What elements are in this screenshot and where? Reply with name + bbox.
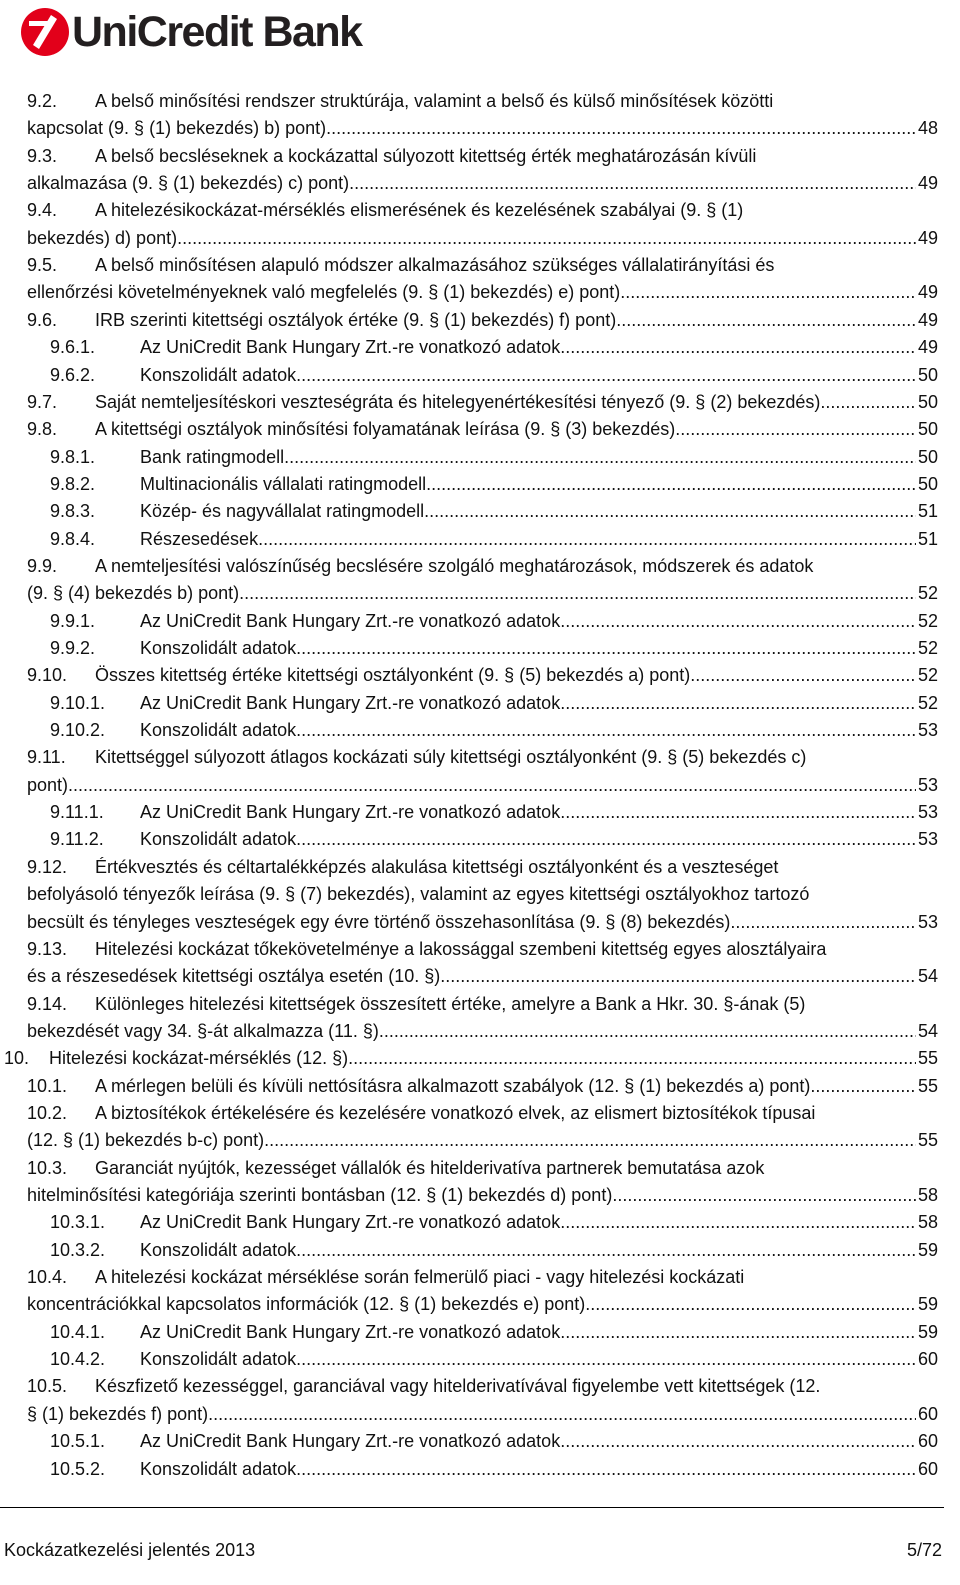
- toc-entry-title: Konszolidált adatok: [140, 829, 297, 850]
- toc-entry-title: Az UniCredit Bank Hungary Zrt.-re vonatkozó adatok: [140, 802, 561, 823]
- toc-page-number: 52: [917, 610, 938, 631]
- toc-entry-title: ellenőrzési követelményeknek való megfelelés (9. § (1) bekezdés) e) pont): [27, 282, 621, 303]
- toc-page-number: 51: [917, 528, 938, 549]
- toc-entry-line[interactable]: [0, 1209, 960, 1236]
- toc-entry-line[interactable]: [0, 252, 960, 279]
- toc-entry-title: (9. § (4) bekezdés b) pont): [27, 583, 240, 604]
- dot-leader: [258, 526, 916, 553]
- toc-entry-line[interactable]: [0, 88, 960, 115]
- dot-leader: [177, 225, 916, 252]
- toc-page-number: 53: [917, 911, 938, 932]
- toc-entry-title: Konszolidált adatok: [140, 364, 297, 385]
- toc-entry-number: 9.9.1.: [50, 610, 96, 631]
- toc-page-number: 48: [917, 118, 938, 139]
- toc-entry-number: 9.6.: [27, 309, 58, 330]
- toc-entry-number: 10.5.: [27, 1376, 68, 1397]
- logo-text: UniCredit Bank: [72, 8, 362, 56]
- dot-leader: [585, 1291, 916, 1318]
- toc-entry-title: Különleges hitelezési kitettségek összesített értéke, amelyre a Bank a Hkr. 30. §-ának (5): [95, 993, 806, 1014]
- toc-entry-line[interactable]: [0, 444, 960, 471]
- toc-entry-number: 9.13.: [27, 938, 68, 959]
- dot-leader: [426, 471, 916, 498]
- dot-leader: [675, 416, 916, 443]
- dot-leader: [296, 362, 916, 389]
- toc-page-number: 49: [917, 227, 938, 248]
- dot-leader: [208, 1401, 916, 1428]
- toc-entry-number: 10.3.: [27, 1157, 68, 1178]
- toc-page-number: 59: [917, 1321, 938, 1342]
- toc-entry-number: 9.8.: [27, 419, 58, 440]
- toc-entry-number: 10.2.: [27, 1102, 68, 1123]
- dot-leader: [68, 772, 916, 799]
- toc-page-number: 53: [917, 774, 938, 795]
- toc-entry-title: Közép- és nagyvállalat ratingmodell: [140, 501, 425, 522]
- dot-leader: [560, 608, 916, 635]
- toc-entry-line[interactable]: [0, 854, 960, 881]
- toc-entry-line[interactable]: [0, 1291, 960, 1318]
- toc-entry-number: 9.7.: [27, 391, 58, 412]
- toc-entry-number: 9.10.2.: [50, 720, 106, 741]
- toc-entry-number: 9.11.1.: [50, 802, 104, 823]
- toc-entry-title: Konszolidált adatok: [140, 720, 297, 741]
- toc-page-number: 59: [917, 1239, 938, 1260]
- toc-entry-line[interactable]: [0, 1100, 960, 1127]
- toc-entry-number: 9.2.: [27, 91, 58, 111]
- toc-entry-title: Bank ratingmodell: [140, 446, 285, 467]
- toc-entry-title: Az UniCredit Bank Hungary Zrt.-re vonatkozó adatok: [140, 1431, 561, 1452]
- toc-entry-number: 9.6.2.: [50, 364, 96, 385]
- toc-entry-number: 10.1.: [27, 1075, 68, 1096]
- header: [20, 4, 362, 60]
- toc-entry-number: 10.3.2.: [50, 1239, 106, 1260]
- toc-entry-number: 10.: [4, 1048, 30, 1069]
- toc-entry-line[interactable]: [0, 279, 960, 306]
- toc-entry-number: 9.12.: [27, 856, 68, 877]
- toc-entry-number: 9.9.: [27, 555, 58, 576]
- toc-entry-number: 10.4.2.: [50, 1349, 106, 1370]
- dot-leader: [296, 1456, 916, 1483]
- toc-entry-title: § (1) bekezdés f) pont): [27, 1403, 209, 1424]
- dot-leader: [296, 1346, 916, 1373]
- toc-entry-number: 9.3.: [27, 145, 58, 166]
- toc-entry-number: 9.11.: [27, 747, 66, 768]
- dot-leader: [616, 307, 916, 334]
- toc-entry-title: Értékvesztés és céltartalékképzés alakulása kitettségi osztályonként és a veszteséget: [95, 856, 779, 877]
- toc-entry-line[interactable]: [0, 1346, 960, 1373]
- toc-entry-title: koncentrációkkal kapcsolatos információk (12. § (1) bekezdés e) pont): [27, 1294, 586, 1315]
- toc-entry-title: Az UniCredit Bank Hungary Zrt.-re vonatkozó adatok: [140, 1321, 561, 1342]
- toc-entry-line[interactable]: [0, 608, 960, 635]
- dot-leader: [296, 1237, 916, 1264]
- toc-entry-title: IRB szerinti kitettségi osztályok értéke (9. § (1) bekezdés) f) pont): [95, 309, 617, 330]
- toc-entry-number: 9.8.2.: [50, 473, 96, 494]
- toc-entry-title: A kitettségi osztályok minősítési folyamatának leírása (9. § (3) bekezdés): [95, 419, 676, 440]
- toc-entry-line[interactable]: [0, 553, 960, 580]
- toc-page-number: 49: [917, 309, 938, 330]
- toc-page-number: 60: [917, 1458, 938, 1479]
- dot-leader: [239, 580, 916, 607]
- toc-entry-title: Konszolidált adatok: [140, 1239, 297, 1260]
- toc-entry-line[interactable]: [0, 170, 960, 197]
- dot-leader: [560, 1319, 916, 1346]
- toc-entry-title: Az UniCredit Bank Hungary Zrt.-re vonatkozó adatok: [140, 692, 561, 713]
- toc-page-number: 50: [917, 473, 938, 494]
- toc-entry-line[interactable]: [0, 881, 960, 908]
- toc-page-number: 60: [917, 1349, 938, 1370]
- dot-leader: [424, 498, 916, 525]
- toc-entry-number: 9.8.1.: [50, 446, 96, 467]
- toc-entry-line[interactable]: [0, 1045, 960, 1072]
- toc-entry-line[interactable]: [0, 1237, 960, 1264]
- toc-page-number: 50: [917, 391, 938, 412]
- toc-entry-number: 9.14.: [27, 993, 68, 1014]
- toc-entry-title: Az UniCredit Bank Hungary Zrt.-re vonatkozó adatok: [140, 337, 561, 358]
- toc-entry-line[interactable]: [0, 197, 960, 224]
- dot-leader: [820, 389, 916, 416]
- toc-entry-line[interactable]: [0, 1018, 960, 1045]
- toc-entry-number: 9.11.2.: [50, 829, 104, 850]
- toc-page-number: 50: [917, 364, 938, 385]
- toc-entry-title: Hitelezési kockázat tőkekövetelménye a lakossággal szembeni kitettség egyes alosztályaira: [95, 938, 827, 959]
- toc-page-number: 49: [917, 173, 938, 194]
- toc-entry-line[interactable]: [0, 1456, 960, 1483]
- toc-entry-title: A belső minősítésen alapuló módszer alkalmazásához szükséges vállalatirányítási és: [95, 255, 775, 276]
- dot-leader: [284, 444, 916, 471]
- toc-entry-line[interactable]: [0, 1373, 960, 1400]
- toc-entry-line[interactable]: [0, 143, 960, 170]
- toc-entry-number: 9.6.1.: [50, 337, 96, 358]
- toc-entry-line[interactable]: [0, 963, 960, 990]
- toc-entry-line[interactable]: [0, 799, 960, 826]
- toc-entry-number: 9.4.: [27, 200, 58, 221]
- toc-page-number: 55: [917, 1048, 938, 1069]
- toc-entry-title: A belső minősítési rendszer struktúrája, valamint a belső és külső minősítések közötti: [95, 91, 774, 111]
- toc-entry-title: Hitelezési kockázat-mérséklés (12. §): [49, 1048, 349, 1069]
- toc-entry-line[interactable]: [0, 909, 960, 936]
- toc-page-number: 54: [917, 966, 938, 987]
- toc-entry-number: 10.5.1.: [50, 1431, 106, 1452]
- toc-entry-number: 10.4.1.: [50, 1321, 106, 1342]
- toc-entry-number: 9.10.: [27, 665, 68, 686]
- toc-entry-line[interactable]: [0, 334, 960, 361]
- toc-entry-line[interactable]: [0, 690, 960, 717]
- toc-entry-title: Kitettséggel súlyozott átlagos kockázati súly kitettségi osztályonként (9. § (5) bekezdés c): [95, 747, 807, 768]
- toc-entry-number: 10.5.2.: [50, 1458, 106, 1479]
- toc-entry-title: Saját nemteljesítéskori veszteségráta és hitelegyenértékesítési tényező (9. § (2) bekezdés): [95, 391, 821, 412]
- toc-page-number: 55: [917, 1130, 938, 1151]
- toc-entry-line[interactable]: [0, 1182, 960, 1209]
- toc-page-number: 50: [917, 419, 938, 440]
- toc-entry-line[interactable]: [0, 717, 960, 744]
- dot-leader: [348, 1045, 916, 1072]
- dot-leader: [296, 717, 916, 744]
- toc-entry-line[interactable]: [0, 225, 960, 252]
- toc-page-number: 60: [917, 1403, 938, 1424]
- toc-entry-line[interactable]: [0, 498, 960, 525]
- toc-entry-title: Konszolidált adatok: [140, 1349, 297, 1370]
- toc-entry-title: A mérlegen belüli és kívüli nettósításra alkalmazott szabályok (12. § (1) bekezdés a) pont): [95, 1075, 811, 1096]
- toc-page-number: 60: [917, 1431, 938, 1452]
- toc-entry-line[interactable]: [0, 826, 960, 853]
- toc-entry-title: A hitelezési kockázat mérséklése során felmerülő piaci - vagy hitelezési kockázati: [95, 1267, 745, 1288]
- dot-leader: [296, 826, 916, 853]
- toc-entry-title: Konszolidált adatok: [140, 638, 297, 658]
- toc-entry-title: Összes kitettség értéke kitettségi osztályonként (9. § (5) bekezdés a) pont): [95, 665, 691, 686]
- unicredit-logo-icon: [20, 7, 70, 57]
- toc-page-number: 53: [917, 720, 938, 741]
- toc-entry-line[interactable]: [0, 1264, 960, 1291]
- dot-leader: [730, 909, 916, 936]
- toc-entry-title: Garanciát nyújtók, kezességet vállalók és hitelderivatíva partnerek bemutatása azok: [95, 1157, 765, 1178]
- toc-entry-line[interactable]: [0, 1155, 960, 1182]
- toc-entry-title: és a részesedések kitettségi osztálya esetén (10. §): [27, 966, 441, 987]
- footer-title: Kockázatkezelési jelentés 2013: [4, 1540, 256, 1560]
- dot-leader: [440, 963, 916, 990]
- toc-entry-title: Multinacionális vállalati ratingmodell: [140, 473, 427, 494]
- toc-entry-line[interactable]: [0, 580, 960, 607]
- toc-entry-title: Részesedések: [140, 528, 259, 549]
- toc-entry-line[interactable]: [0, 744, 960, 771]
- dot-leader: [379, 1018, 916, 1045]
- dot-leader: [264, 1127, 916, 1154]
- toc-entry-title: befolyásoló tényezők leírása (9. § (7) bekezdés), valamint az egyes kitettségi osztályokhoz tartozó: [27, 884, 810, 905]
- toc-entry-line[interactable]: [0, 662, 960, 689]
- dot-leader: [560, 1209, 916, 1236]
- footer-divider: [0, 1507, 944, 1508]
- toc-entry-line[interactable]: [0, 526, 960, 553]
- toc-page-number: 52: [917, 583, 938, 604]
- toc-entry-title: A nemteljesítési valószínűség becslésére szolgáló meghatározások, módszerek és adatok: [95, 555, 814, 576]
- toc-entry-line[interactable]: [0, 389, 960, 416]
- dot-leader: [560, 799, 916, 826]
- toc-page-number: 49: [917, 282, 938, 303]
- toc-entry-title: pont): [27, 774, 69, 795]
- toc-page-number: 53: [917, 829, 938, 850]
- toc-entry-line[interactable]: [0, 1073, 960, 1100]
- toc-page-number: 59: [917, 1294, 938, 1315]
- toc-page-number: 54: [917, 1020, 938, 1041]
- toc-page-number: 51: [917, 501, 938, 522]
- toc-page-number: 58: [917, 1185, 938, 1205]
- toc-page-number: 50: [917, 446, 938, 467]
- toc-entry-number: 9.10.1.: [50, 692, 106, 713]
- toc-entry-title: Az UniCredit Bank Hungary Zrt.-re vonatkozó adatok: [140, 610, 561, 631]
- toc-entry-title: bekezdés) d) pont): [27, 227, 178, 248]
- toc-page-number: 52: [917, 638, 938, 658]
- dot-leader: [690, 662, 916, 689]
- dot-leader: [620, 279, 916, 306]
- toc-entry-line[interactable]: [0, 772, 960, 799]
- toc-entry-line[interactable]: [0, 307, 960, 334]
- toc-entry-title: kapcsolat (9. § (1) bekezdés) b) pont): [27, 118, 327, 139]
- dot-leader: [810, 1073, 916, 1100]
- dot-leader: [560, 334, 916, 361]
- toc-entry-line[interactable]: [0, 362, 960, 389]
- toc-entry-line[interactable]: [0, 635, 960, 662]
- toc-entry-number: 10.4.: [27, 1267, 68, 1288]
- page-number: 5/72: [906, 1540, 942, 1560]
- toc-entry-title: Készfizető kezességgel, garanciával vagy hitelderivatívával figyelembe vett kitettségek (12.: [95, 1376, 821, 1397]
- toc-entry-title: hitelminősítési kategóriája szerinti bontásban (12. § (1) bekezdés d) pont): [27, 1185, 613, 1205]
- toc-entry-line[interactable]: [0, 1401, 960, 1428]
- toc-entry-number: 9.9.2.: [50, 638, 96, 658]
- toc-entry-title: Konszolidált adatok: [140, 1458, 297, 1479]
- toc-entry-line[interactable]: [0, 416, 960, 443]
- toc-entry-line[interactable]: [0, 471, 960, 498]
- toc-entry-title: (12. § (1) bekezdés b-c) pont): [27, 1130, 265, 1151]
- toc-entry-number: 9.8.3.: [50, 501, 96, 522]
- toc-page-number: 58: [917, 1212, 938, 1233]
- dot-leader: [612, 1182, 916, 1209]
- toc-entry-title: Az UniCredit Bank Hungary Zrt.-re vonatkozó adatok: [140, 1212, 561, 1233]
- dot-leader: [560, 1428, 916, 1455]
- toc-entry-title: becsült és tényleges veszteségek egy évre történő összehasonlítása (9. § (8) bekezdés): [27, 911, 731, 932]
- toc-entry-line[interactable]: [0, 1319, 960, 1346]
- toc-page-number: 53: [917, 802, 938, 823]
- toc-entry-line[interactable]: [0, 1428, 960, 1455]
- toc-entry-title: A hitelezésikockázat-mérséklés elismerésének és kezelésének szabályai (9. § (1): [95, 200, 744, 221]
- toc-page-number: 49: [917, 337, 938, 358]
- dot-leader: [296, 635, 916, 662]
- toc-entry-title: A belső becsléseknek a kockázattal súlyozott kitettség érték meghatározásán kívüli: [95, 145, 757, 166]
- toc-page-number: 52: [917, 692, 938, 713]
- toc-entry-number: 9.5.: [27, 255, 58, 276]
- toc-entry-number: 10.3.1.: [50, 1212, 106, 1233]
- dot-leader: [349, 170, 916, 197]
- dot-leader: [326, 115, 916, 142]
- toc-entry-line[interactable]: [0, 1127, 960, 1154]
- toc-entry-number: 9.8.4.: [50, 528, 96, 549]
- toc-page-number: 55: [917, 1075, 938, 1096]
- toc-entry-title: A biztosítékok értékelésére és kezelésére vonatkozó elvek, az elismert biztosítékok típusai: [95, 1102, 816, 1123]
- toc-entry-title: bekezdését vagy 34. §-át alkalmazza (11. §): [27, 1020, 379, 1041]
- toc-entry-line[interactable]: [0, 115, 960, 142]
- dot-leader: [560, 690, 916, 717]
- toc-entry-line[interactable]: [0, 936, 960, 963]
- toc-page-number: 52: [917, 665, 938, 686]
- toc-entry-title: alkalmazása (9. § (1) bekezdés) c) pont): [27, 173, 350, 194]
- toc-entry-line[interactable]: [0, 991, 960, 1018]
